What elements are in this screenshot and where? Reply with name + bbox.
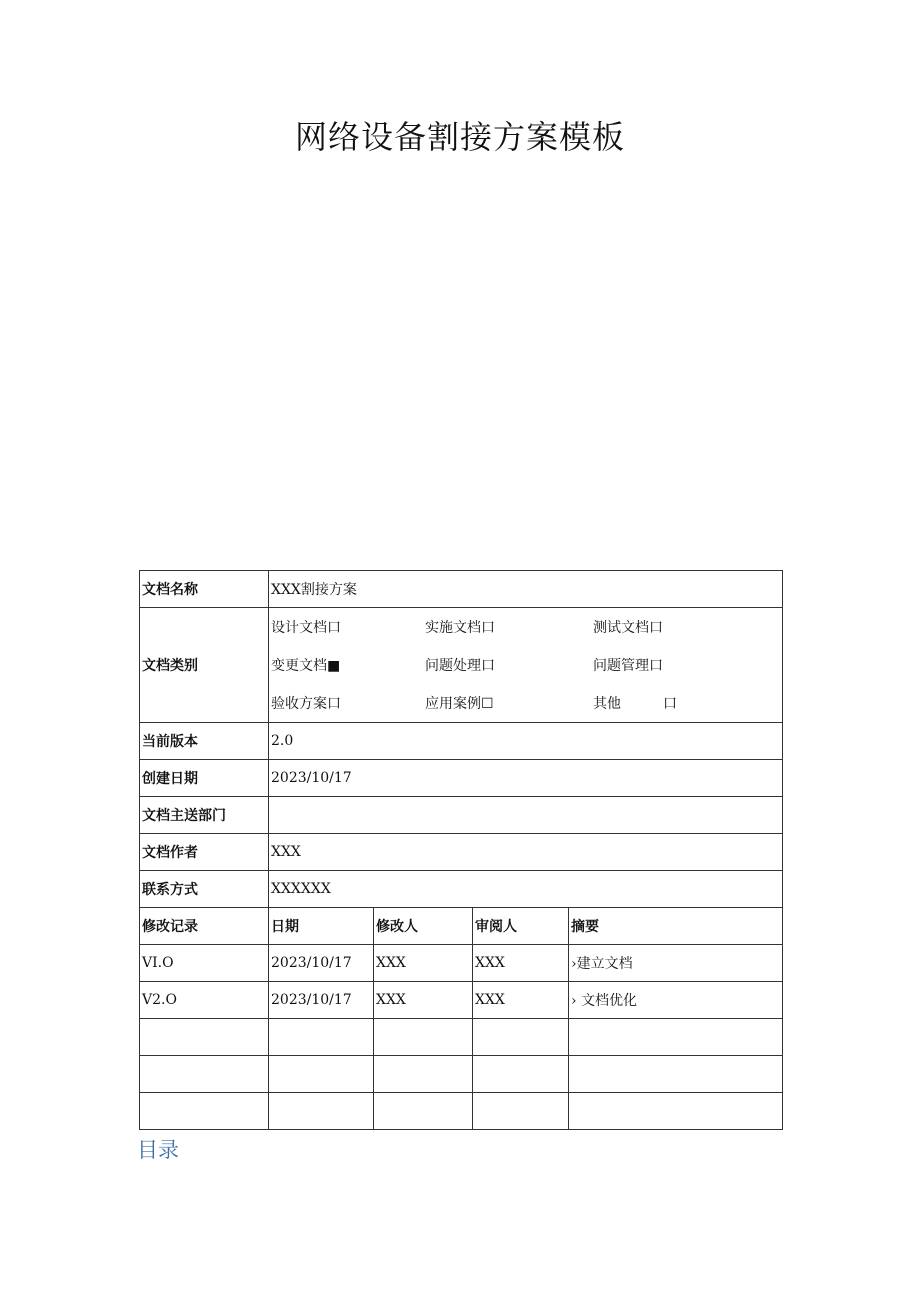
doc-name-row bbox=[140, 571, 783, 608]
revision-label: 修改记录 bbox=[140, 908, 269, 945]
author-row bbox=[140, 834, 783, 871]
revision-modifier bbox=[374, 1019, 473, 1056]
revision-modifier: XXX bbox=[374, 982, 473, 1019]
doc-type-row bbox=[140, 608, 783, 723]
revision-summary: › 文档优化 bbox=[569, 982, 783, 1019]
contact-label: 联系方式 bbox=[140, 871, 269, 908]
revision-row bbox=[140, 982, 783, 1019]
version-value: 2.0 bbox=[269, 723, 783, 760]
revision-reviewer bbox=[473, 1019, 569, 1056]
revision-header-reviewer: 审阅人 bbox=[473, 908, 569, 945]
doc-name-value: XXX割接方案 bbox=[269, 571, 783, 608]
revision-reviewer: XXX bbox=[473, 945, 569, 982]
revision-version: VI.O bbox=[140, 945, 269, 982]
doc-type-options bbox=[269, 608, 783, 723]
revision-modifier bbox=[374, 1056, 473, 1093]
revision-modifier: XXX bbox=[374, 945, 473, 982]
department-label: 文档主送部门 bbox=[140, 797, 269, 834]
doc-type-option: 问题处理口 bbox=[425, 658, 495, 674]
revision-date: 2023/10/17 bbox=[269, 982, 374, 1019]
revision-row-empty bbox=[140, 1056, 783, 1093]
document-info-table bbox=[139, 570, 783, 1130]
created-date-value: 2023/10/17 bbox=[269, 760, 783, 797]
revision-header-date: 日期 bbox=[269, 908, 374, 945]
revision-header-modifier: 修改人 bbox=[374, 908, 473, 945]
contact-value: XXXXXX bbox=[269, 871, 783, 908]
version-row bbox=[140, 723, 783, 760]
author-value: XXX bbox=[269, 834, 783, 871]
revision-summary bbox=[569, 1093, 783, 1130]
revision-row-empty bbox=[140, 1093, 783, 1130]
doc-type-option: 变更文档■ bbox=[271, 658, 341, 674]
revision-summary: ›建立文档 bbox=[569, 945, 783, 982]
revision-header-row bbox=[140, 908, 783, 945]
created-date-label: 创建日期 bbox=[140, 760, 269, 797]
revision-summary bbox=[569, 1019, 783, 1056]
revision-reviewer: XXX bbox=[473, 982, 569, 1019]
revision-header-summary: 摘要 bbox=[569, 908, 783, 945]
doc-type-option: 问题管理口 bbox=[593, 658, 663, 674]
document-title: 网络设备割接方案模板 bbox=[294, 118, 625, 156]
revision-version bbox=[140, 1019, 269, 1056]
doc-type-option: 其他 口 bbox=[593, 696, 677, 712]
doc-type-option: 设计文档口 bbox=[271, 620, 341, 636]
created-date-row bbox=[140, 760, 783, 797]
revision-date bbox=[269, 1019, 374, 1056]
doc-type-label: 文档类别 bbox=[140, 608, 269, 723]
department-row bbox=[140, 797, 783, 834]
revision-date bbox=[269, 1093, 374, 1130]
revision-date: 2023/10/17 bbox=[269, 945, 374, 982]
version-label: 当前版本 bbox=[140, 723, 269, 760]
revision-date bbox=[269, 1056, 374, 1093]
revision-version: V2.O bbox=[140, 982, 269, 1019]
contact-row bbox=[140, 871, 783, 908]
revision-summary bbox=[569, 1056, 783, 1093]
revision-version bbox=[140, 1093, 269, 1130]
revision-row bbox=[140, 945, 783, 982]
author-label: 文档作者 bbox=[140, 834, 269, 871]
doc-type-option: 验收方案口 bbox=[271, 696, 341, 712]
revision-modifier bbox=[374, 1093, 473, 1130]
doc-type-option: 应用案例☐ bbox=[425, 696, 494, 712]
revision-row-empty bbox=[140, 1019, 783, 1056]
toc-heading: 目录 bbox=[137, 1138, 179, 1162]
doc-type-option: 实施文档口 bbox=[425, 620, 495, 636]
department-value bbox=[269, 797, 783, 834]
revision-reviewer bbox=[473, 1093, 569, 1130]
doc-type-option: 测试文档口 bbox=[593, 620, 663, 636]
revision-reviewer bbox=[473, 1056, 569, 1093]
doc-name-label: 文档名称 bbox=[140, 571, 269, 608]
revision-version bbox=[140, 1056, 269, 1093]
